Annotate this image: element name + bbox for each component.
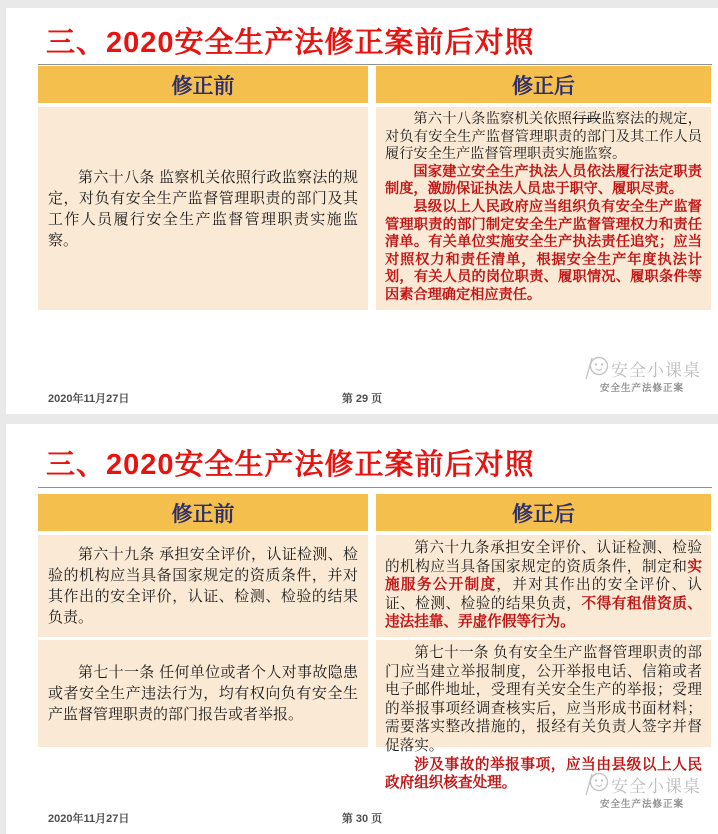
cell-before-article-71: 第七十一条 任何单位或者个人对事故隐患或者安全生产违法行为，均有权向负有安全生产监督管理职责的部门报告或者举报。 [38,640,368,747]
cell-before-article-69: 第六十九条 承担安全评价，认证检测、检验的机构应当具备国家规定的资质条件，并对其作出的安全评价，认证、检测、检验的结果负责。 [38,535,368,637]
column-gap [368,107,376,310]
brand-line [583,770,701,798]
brand-line [583,354,701,382]
slide-date: 2020年11月27日 [48,393,130,405]
watermark-subtitle: 安全生产法修正案 [599,383,684,394]
brand-watermark [568,354,716,394]
brand-name: 安全小课桌 [611,776,701,796]
slide-page-30 [6,424,718,834]
cell-after-article-69: 第六十九条承担安全评价、认证检测、检验的机构应当具备国家规定的资质条件，制定和实施服务公开制度，并对其作出的安全评价、认证、检测、检验的结果负责，不得有租借资质、违法挂靠、弄虚作假等行为。 [376,535,711,637]
brand-name: 安全小课桌 [611,360,701,380]
comparison-table-header [38,66,711,103]
column-gap [368,640,376,747]
page-number: 第 29 页 [341,393,383,405]
watermark-subtitle: 安全生产法修正案 [599,799,684,810]
column-gap [368,535,376,637]
slide-page-29 [6,8,718,414]
column-gap [368,494,376,531]
column-header-before: 修正前 [38,494,368,531]
table-row-article-69 [38,535,711,637]
cat-face-logo-icon [583,770,609,798]
column-gap [368,66,376,103]
brand-watermark [568,770,716,810]
table-row-article-68 [38,107,711,310]
column-header-after: 修正后 [376,494,711,531]
slide-title: 三、2020安全生产法修正案前后对照 [46,449,535,481]
column-header-after: 修正后 [376,66,711,103]
cell-after-article-68: 第六十八条监察机关依照行政监察法的规定，对负有安全生产监督管理职责的部门及其工作人员履行安全生产监督管理职责实施监察。 国家建立安全生产执法人员依法履行法定职责制度，激励保证执法人员忠于职守、履职尽责。 县级以上人民政府应当组织负有安全生产监督管理职责的部门制定安全生产监督管理权力和责任清单。有关单位实施安全生产执法责任追究；应当对照权力和责任清单，根据安全生产年度执法计划，有关人员的岗位职责、履职情况、履职条件等因素合理确定相应责任。 [376,107,711,310]
title-divider-line [38,64,712,65]
cell-before-article-68: 第六十八条 监察机关依照行政监察法的规定，对负有安全生产监督管理职责的部门及其工作人员履行安全生产监督管理职责实施监察。 [38,107,368,310]
cell-after-article-71: 第七十一条 负有安全生产监督管理职责的部门应当建立举报制度，公开举报电话、信箱或者电子邮件地址，受理有关安全生产的举报；受理的举报事项经调查核实后，应当形成书面材料；需要落实整改措施的，报经有关负责人签字并督促落实。 涉及事故的举报事项，应当由县级以上人民政府组织核查处理。 [376,640,711,747]
slide-title: 三、2020安全生产法修正案前后对照 [46,27,535,59]
cat-face-logo-icon [583,354,609,382]
page-number: 第 30 页 [341,813,383,825]
title-divider-line [38,487,712,488]
column-header-before: 修正前 [38,66,368,103]
comparison-table-header [38,494,711,531]
slide-date: 2020年11月27日 [48,813,130,825]
